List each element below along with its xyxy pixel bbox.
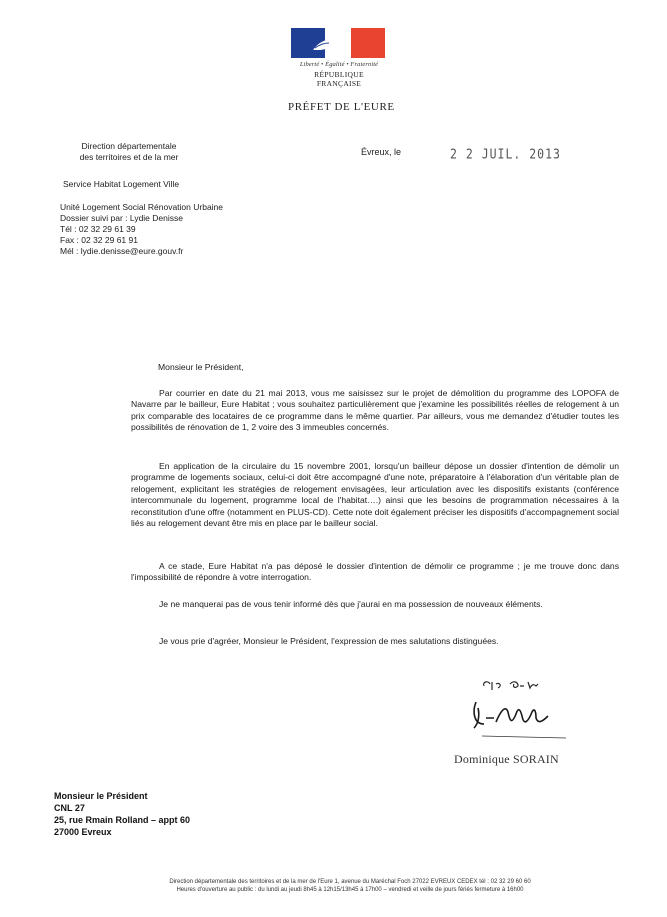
- signatory-name: Dominique SORAIN: [454, 752, 559, 766]
- recipient-line-2: CNL 27: [54, 803, 85, 813]
- phone: Tél : 02 32 29 61 39: [60, 224, 136, 234]
- recipient-line-1: Monsieur le Président: [54, 791, 148, 801]
- prefecture-title: PRÉFET DE L'EURE: [288, 101, 395, 113]
- paragraph-5: Je vous prie d'agréer, Monsieur le Président, l'expression de mes salutations distinguées.: [159, 636, 499, 646]
- footer-line-1: Direction départementale des territoires et de la mer de l'Eure 1, avenue du Maréchal Foch 27022 EVREUX CEDEX tél : 02 32 29 60 60: [169, 879, 531, 885]
- service-name: Service Habitat Logement Ville: [63, 179, 180, 189]
- paragraph-1: Par courrier en date du 21 mai 2013, vous me saisissez sur le projet de démolition du programme des LOPOFA de Navarre par le bailleur, Eure Habitat ; vous souhaitez particulièrement que j'examine les possibilités réelles de relogement à un prix comparable des locataires de ce programme dans le même quartier. Par ailleurs, vous me demandez d'étudier toutes les possibilités de rénovation de 1, 2 voire des 3 immeubles concernés.: [131, 388, 619, 433]
- recipient-line-3: 25, rue Rmain Rolland – appt 60: [54, 815, 191, 825]
- recipient-address: [54, 790, 190, 838]
- republique-francaise-logo: [291, 28, 387, 88]
- paragraph-2: En application de la circulaire du 15 novembre 2001, lorsqu'un bailleur dépose un dossier d'intention de démolir un programme de logements sociaux, celui-ci doit être accompagné d'une note, préparatoire à l'élaboration d'un véritable plan de relogement, explicitant les stratégies de relogement envisagées, leur articulation avec les dispositifs existants (conférence intercommunale du logement, programme local de l'habitat….) ainsi que les besoins de programmation nécessaires à la reconstitution d'une offre (notamment en PLUS-CD). Cette note doit également préciser les dispositifs d'accompagnement social liés au relogement devant être mis en place par le bailleur social.: [131, 461, 619, 529]
- handwritten-signature: [462, 672, 572, 747]
- footer: [80, 878, 620, 894]
- date-stamp: 2 2 JUIL. 2013: [450, 145, 561, 163]
- paragraph-4: Je ne manquerai pas de vous tenir informé dès que j'aurai en ma possession de nouveaux éléments.: [159, 599, 543, 609]
- sender-department: [73, 141, 185, 163]
- department-line-2: des territoires et de la mer: [79, 152, 179, 162]
- followed-by: Dossier suivi par : Lydie Denisse: [60, 213, 183, 223]
- tricolor-flag-icon: [291, 28, 385, 58]
- fax: Fax : 02 32 29 61 91: [60, 235, 138, 245]
- email: Mél : lydie.denisse@eure.gouv.fr: [60, 246, 184, 256]
- recipient-line-4: 27000 Evreux: [54, 827, 112, 837]
- republic-label: RÉPUBLIQUE FRANÇAISE: [314, 70, 364, 88]
- motto: Liberté • Égalité • Fraternité: [299, 61, 379, 68]
- department-line-1: Direction départementale: [81, 141, 177, 151]
- date-place: Évreux, le: [361, 147, 402, 157]
- paragraph-3: A ce stade, Eure Habitat n'a pas déposé le dossier d'intention de démolir ce programme ; je me trouve donc dans l'impossibilité de répondre à votre interrogation.: [131, 561, 619, 583]
- contact-block: [60, 202, 223, 257]
- footer-line-2: Heures d'ouverture au public : du lundi au jeudi 8h45 à 12h15/13h45 à 17h00 – vendredi et veille de jours fériés fermeture à 16h00: [176, 887, 524, 893]
- salutation: Monsieur le Président,: [158, 362, 244, 372]
- unit-name: Unité Logement Social Rénovation Urbaine: [60, 202, 224, 212]
